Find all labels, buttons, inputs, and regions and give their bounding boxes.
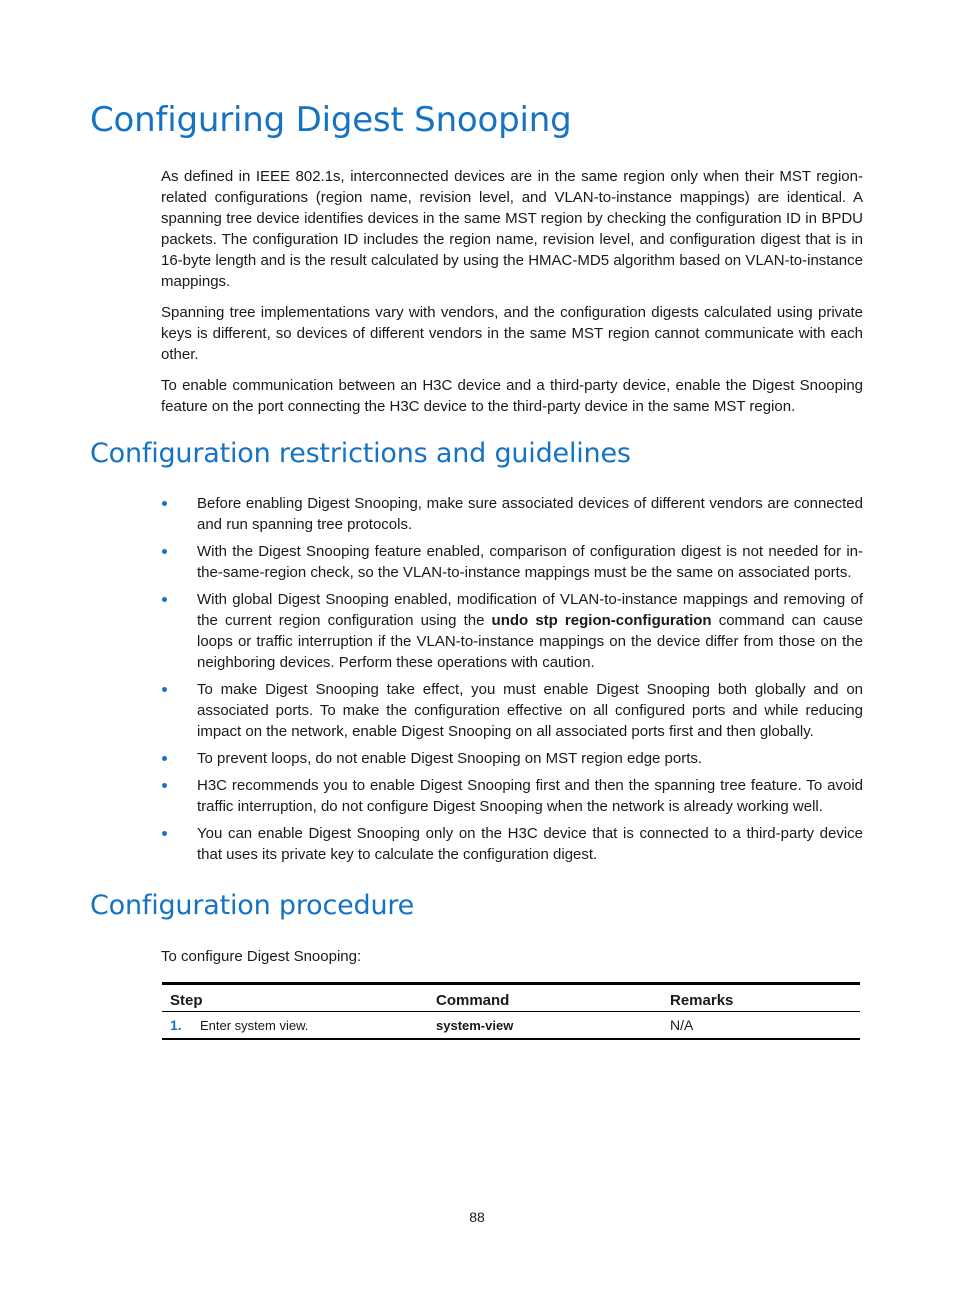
bullet-text-pre: With global Digest Snooping enabled, modification of VLAN-to-instance mappings and removing of the current region configuration using the [197, 591, 863, 629]
bullet-text: Before enabling Digest Snooping, make sure associated devices of different vendors are connected and run spanning tree protocols. [197, 495, 863, 533]
restrictions-list [161, 493, 863, 871]
bullet-icon [162, 597, 167, 602]
step-cell [162, 1012, 428, 1040]
list-item [161, 823, 863, 865]
remarks-cell: N/A [662, 1012, 860, 1040]
bullet-text: You can enable Digest Snooping only on the H3C device that is connected to a third-party device that uses its private key to calculate the configuration digest. [197, 825, 863, 863]
list-item [161, 589, 863, 673]
bullet-icon [162, 687, 167, 692]
step-number: 1. [170, 1017, 182, 1033]
command-cell [428, 1012, 662, 1040]
table-header-row [162, 984, 860, 1012]
intro-paragraph-3: To enable communication between an H3C device and a third-party device, enable the Digest Snooping feature on the port connecting the H3C device to the third-party device in the same MST region. [161, 377, 863, 415]
list-item [161, 493, 863, 535]
bullet-icon [162, 831, 167, 836]
list-item [161, 748, 863, 769]
step-description: Enter system view. [200, 1018, 309, 1033]
restrictions-heading: Configuration restrictions and guidelines [90, 438, 631, 469]
page-number: 88 [469, 1209, 485, 1225]
page-title: Configuring Digest Snooping [90, 100, 572, 140]
bullet-text: To make Digest Snooping take effect, you must enable Digest Snooping both globally and on associated ports. To make the configuration effective on all configured ports and while reducing impact on the network, enable Digest Snooping on all associated ports first and then globally. [197, 681, 863, 740]
column-header-remarks: Remarks [662, 984, 860, 1012]
list-item [161, 679, 863, 742]
bullet-text: To prevent loops, do not enable Digest Snooping on MST region edge ports. [197, 750, 703, 767]
list-item [161, 541, 863, 583]
bullet-icon [162, 501, 167, 506]
procedure-table [162, 982, 860, 1040]
bullet-icon [162, 783, 167, 788]
column-header-command: Command [428, 984, 662, 1012]
procedure-intro: To configure Digest Snooping: [161, 948, 362, 965]
bullet-text: With the Digest Snooping feature enabled, comparison of configuration digest is not needed for in-the-same-region check, so the VLAN-to-instance mappings must be the same on associated ports. [197, 543, 863, 581]
command-text: system-view [436, 1018, 514, 1033]
list-item [161, 775, 863, 817]
bullet-icon [162, 756, 167, 761]
bullet-text-post: command can cause loops or traffic interruption if the VLAN-to-instance mappings on the device differ from those on the neighboring devices. Perform these operations with caution. [197, 612, 864, 671]
intro-paragraph-1: As defined in IEEE 802.1s, interconnected devices are in the same region only when their MST region-related configurations (region name, revision level, and VLAN-to-instance mappings) are identical. A spanning tree device identifies devices in the same MST region by checking the configuration ID in BPDU packets. The configuration ID includes the region name, revision level, and configuration digest that is in 16-byte length and is the result calculated by using the HMAC-MD5 algorithm based on VLAN-to-instance mappings. [161, 168, 863, 290]
bullet-icon [162, 549, 167, 554]
command-name: undo stp region-configuration [491, 612, 712, 629]
bullet-text: H3C recommends you to enable Digest Snooping first and then the spanning tree feature. To avoid traffic interruption, do not configure Digest Snooping when the network is already working well. [197, 777, 863, 815]
column-header-step: Step [162, 984, 428, 1012]
intro-paragraph-2: Spanning tree implementations vary with vendors, and the configuration digests calculated using private keys is different, so devices of different vendors in the same MST region cannot communicate with each other. [161, 304, 863, 363]
table-row [162, 1012, 860, 1040]
procedure-heading: Configuration procedure [90, 890, 415, 921]
